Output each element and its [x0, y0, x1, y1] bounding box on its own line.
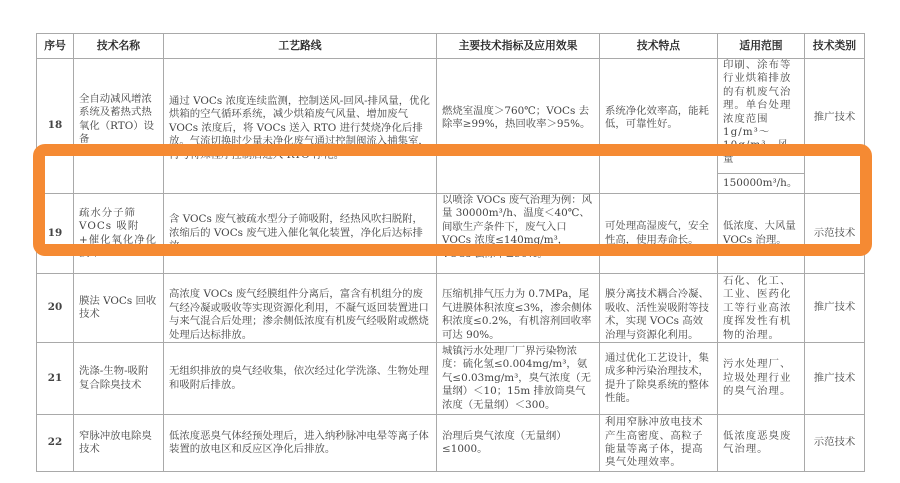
row-features: 可处理高湿废气，安全性高，使用寿命长。 — [600, 194, 718, 274]
header-process-route: 工艺路线 — [164, 34, 437, 59]
technology-table — [36, 33, 865, 472]
table-row — [37, 343, 865, 415]
row-indicators: 城镇污水处理厂厂界污染物浓度：硫化氢≤0.004mg/m³，氨气≤0.03mg/m³，臭气浓度（无量纲）＜10；15m 排放筒臭气浓度（无量纲）＜300。 — [437, 343, 600, 415]
row-tech-name: 全自动减风增浓系统及蓄热式热氧化（RTO）设备 — [74, 59, 164, 194]
row-process-route: 高浓度 VOCs 废气经膜组件分离后，富含有机组分的废气经冷凝或吸收等实现资源化利用，不凝气返回装置进口与来气混合后处理；渗余侧低浓度有机废气经吸附或燃烧处理后达标排放。 — [164, 274, 437, 343]
row-scope: 污水处理厂、垃圾处理行业的臭气治理。 — [718, 343, 805, 415]
row-indicators: 以喷涂 VOCs 废气治理为例：风量 30000m³/h、温度＜40℃、间歇生产条件下，废气入口 VOCs 浓度≤140mg/m³，VOCs 去除率≥90%。 — [437, 194, 600, 274]
row-no: 22 — [37, 415, 74, 472]
row-process-route: 通过 VOCs 浓度连续监测，控制送风-回风-排风量，优化烘箱的空气循环系统，减少烘箱废气风量、增加废气 VOCs 浓度后，将 VOCs 送入 RTO 进行焚烧净化后排放。气流切换时少量未净化废气通过控制阀流入捕集室，再与特殊程序控制后进入 RTO 净化。 — [164, 59, 437, 194]
row-features: 膜分离技术耦合冷凝、吸收、活性炭吸附等技术，实现 VOCs 高效治理与资源化利用。 — [600, 274, 718, 343]
row-tech-name: 窄脉冲放电除臭技术 — [74, 415, 164, 472]
row-no: 20 — [37, 274, 74, 343]
header-category: 技术类别 — [805, 34, 865, 59]
row-features: 系统净化效率高，能耗低，可靠性好。 — [600, 59, 718, 194]
row-no: 18 — [37, 59, 74, 194]
header-no: 序号 — [37, 34, 74, 59]
row-process-route: 低浓度恶臭气体经预处理后，进入纳秒脉冲电晕等离子体装置的放电区和反应区净化后排放。 — [164, 415, 437, 472]
row-features: 利用窄脉冲放电技术产生高密度、高粒子能量等离子体，提高臭气处理效率。 — [600, 415, 718, 472]
header-tech-name: 技术名称 — [74, 34, 164, 59]
row-no: 21 — [37, 343, 74, 415]
header-scope: 适用范围 — [718, 34, 805, 59]
table-row — [37, 415, 865, 472]
row-tech-name: 洗涤-生物-吸附复合除臭技术 — [74, 343, 164, 415]
table-row-highlighted — [37, 194, 865, 274]
row-scope: 低浓度恶臭废气治理。 — [718, 415, 805, 472]
row-features: 通过优化工艺设计，集成多种污染治理技术，提升了除臭系统的整体性能。 — [600, 343, 718, 415]
row-category: 推广技术 — [805, 343, 865, 415]
row-indicators: 治理后臭气浓度（无量纲）≤1000。 — [437, 415, 600, 472]
row-process-route: 无组织排放的臭气经收集，依次经过化学洗涤、生物处理和吸附后排放。 — [164, 343, 437, 415]
row-process-route: 含 VOCs 废气被疏水型分子筛吸附，经热风吹扫脱附，浓缩后的 VOCs 废气进入催化氧化装置，净化后达标排放。 — [164, 194, 437, 274]
row-scope: 印刷、涂布等行业烘箱排放的有机废气治理。单台处理浓度范围 1g/m³～10g/m³，风量 — [718, 59, 805, 174]
table-row — [37, 59, 865, 174]
row-tech-name: 疏水分子筛 VOCs 吸附+催化氧化净化技术 — [74, 194, 164, 274]
row-indicators: 燃烧室温度＞760℃；VOCs 去除率≥99%，热回收率＞95%。 — [437, 59, 600, 194]
row-no: 19 — [37, 194, 74, 274]
row-category: 推广技术 — [805, 274, 865, 343]
row-category: 示范技术 — [805, 194, 865, 274]
row-category: 推广技术 — [805, 59, 865, 194]
row-scope: 低浓度、大风量 VOCs 治理。 — [718, 194, 805, 274]
table-row — [37, 274, 865, 343]
header-features: 技术特点 — [600, 34, 718, 59]
row-indicators: 压缩机排气压力为 0.7MPa，尾气进膜体积浓度≤3%，渗余侧体积浓度≤0.2%，有机溶剂回收率可达 90%。 — [437, 274, 600, 343]
row-scope-continued: 150000m³/h。 — [718, 174, 805, 194]
table-header-row — [37, 34, 865, 59]
row-tech-name: 膜法 VOCs 回收技术 — [74, 274, 164, 343]
row-scope: 石化、化工、工业、医药化工等行业高浓度挥发性有机物的治理。 — [718, 274, 805, 343]
header-indicators: 主要技术指标及应用效果 — [437, 34, 600, 59]
row-category: 示范技术 — [805, 415, 865, 472]
